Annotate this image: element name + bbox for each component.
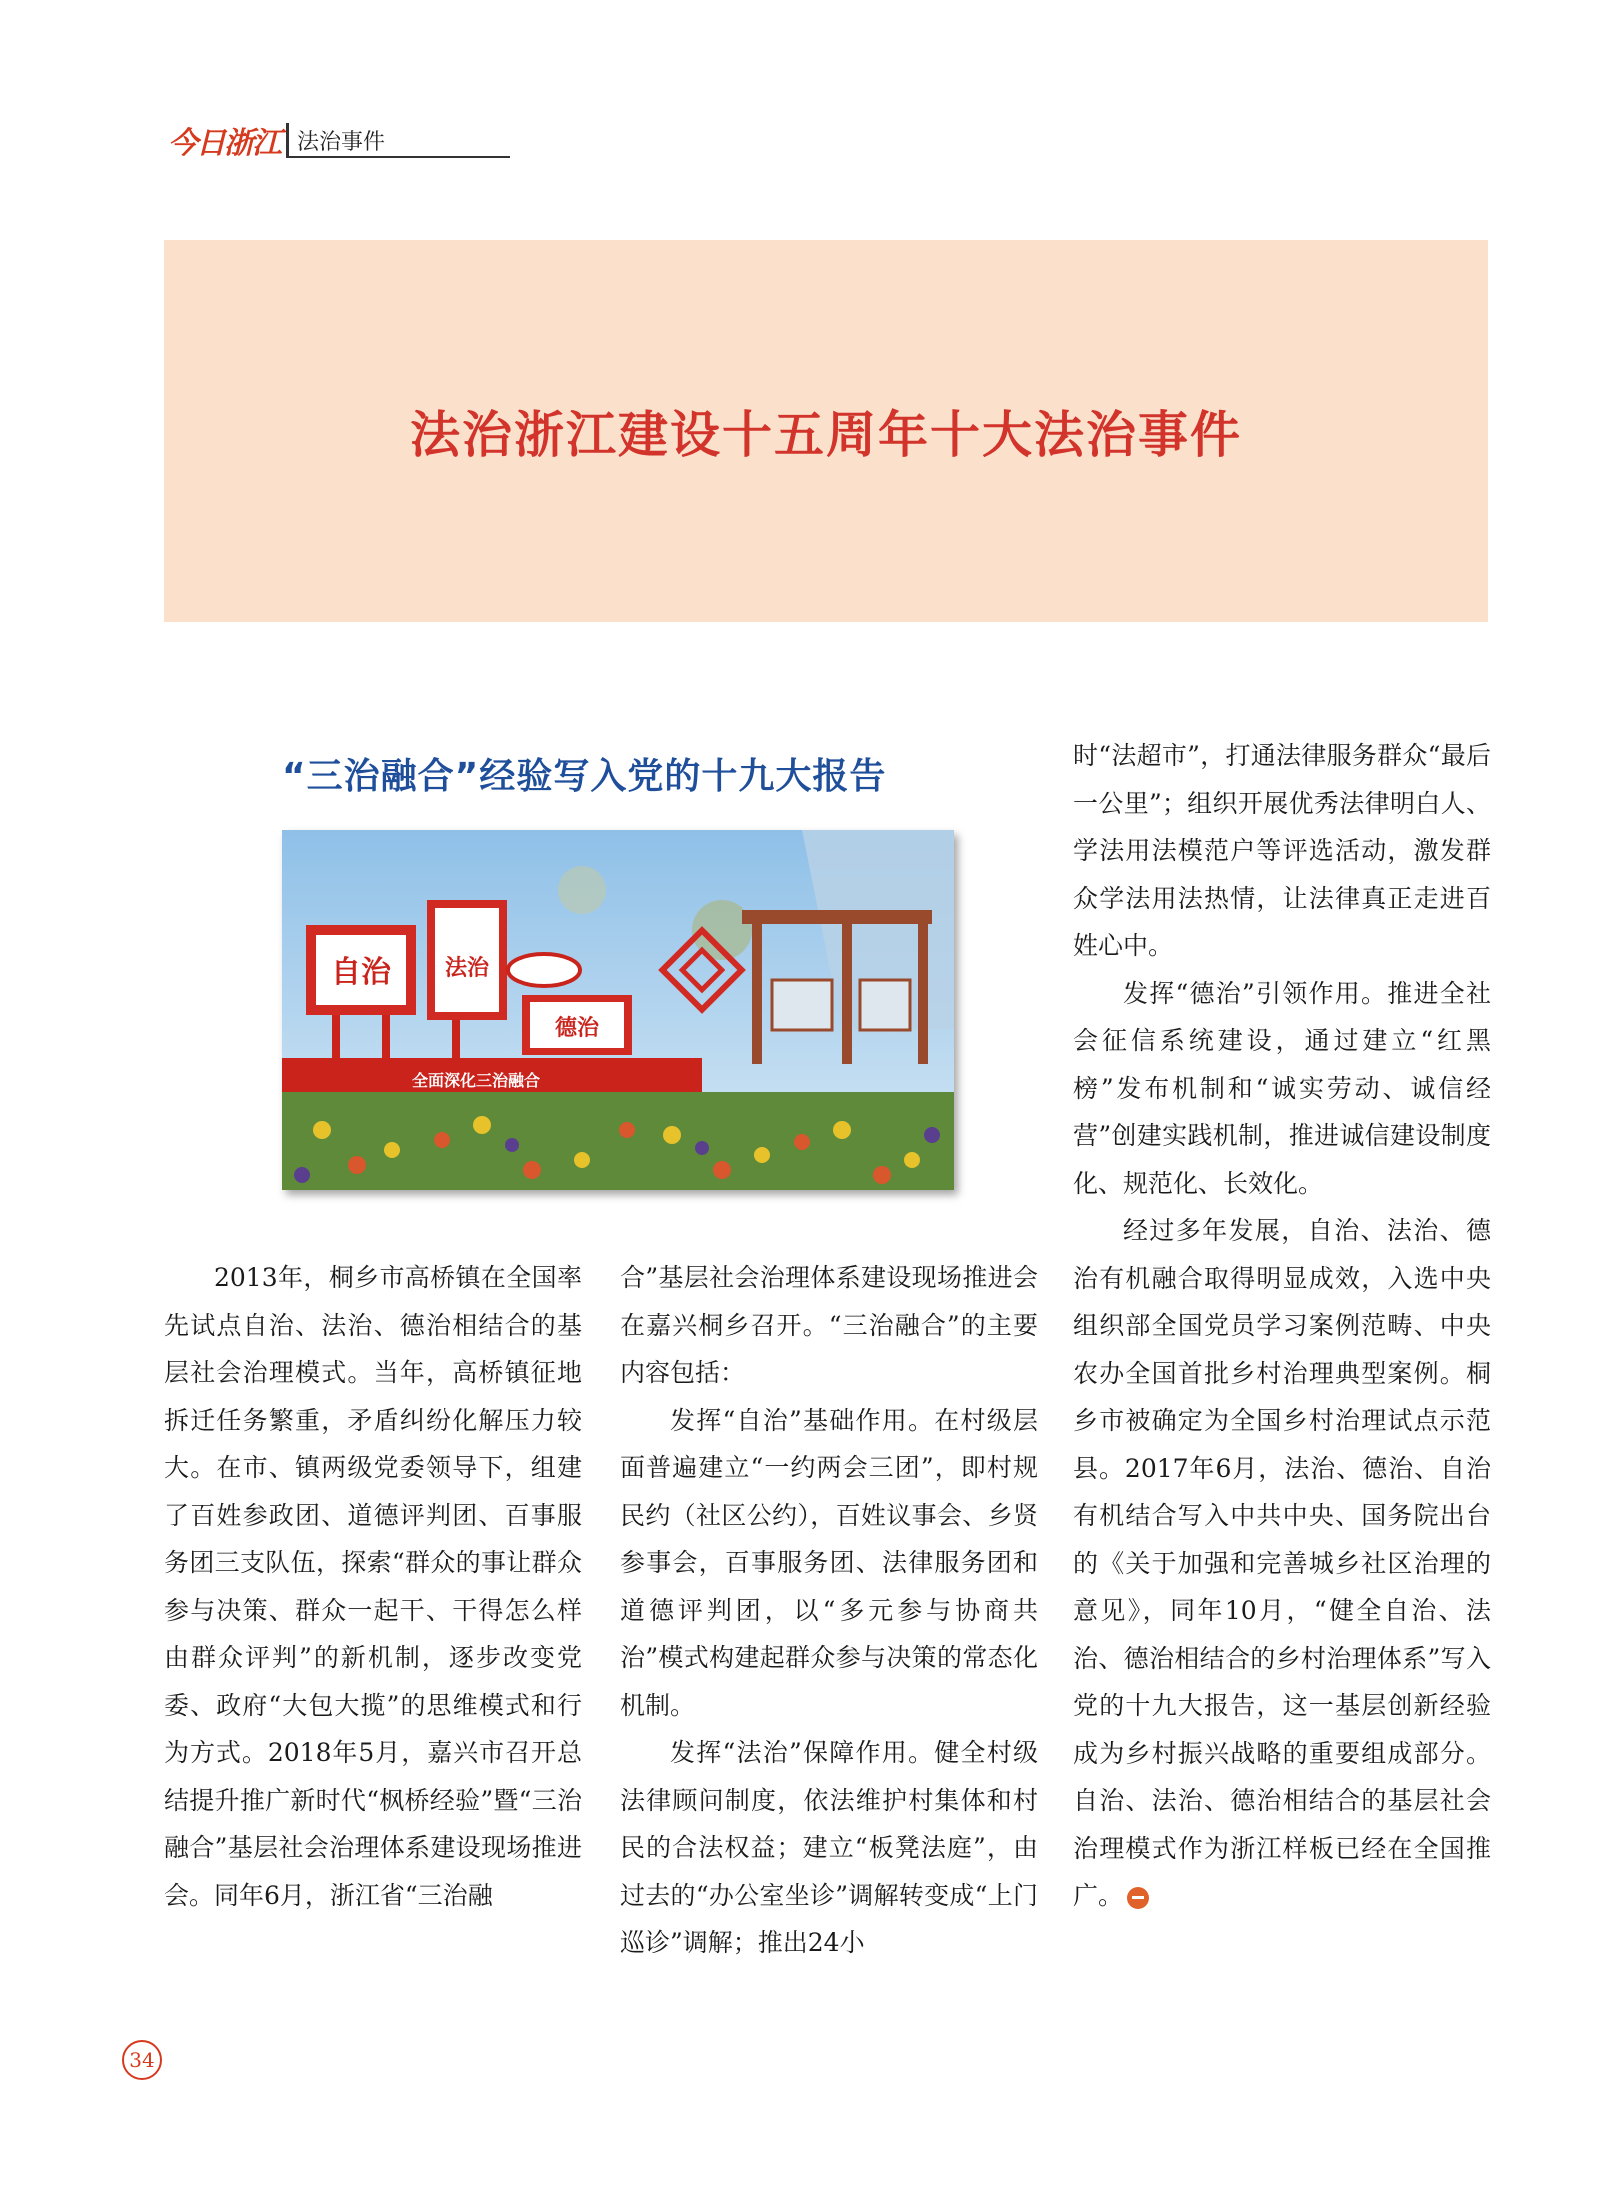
- banner-title: 法治浙江建设十五周年十大法治事件: [410, 406, 1242, 464]
- paragraph: 合”基层社会治理体系建设现场推进会在嘉兴桐乡召开。“三治融合”的主要内容包括：: [620, 1263, 1038, 1387]
- magazine-logo: 今日浙江: [168, 126, 280, 161]
- photo-illustration: [282, 830, 954, 1190]
- paragraph-text: 经过多年发展，自治、法治、德治有机融合取得明显成效，入选中央组织部全国党员学习案例范畴、中央农办全国首批乡村治理典型案例。桐乡市被确定为全国乡村治理试点示范县。2017年6月，法治、德治、自治有机结合写入中共中央、国务院出台的《关于加强和完善城乡社区治理的意见》，同年10月，“健全自治、法治、德治相结合的乡村治理体系”写入党的十九大报告，这一基层创新经验成为乡村振兴战略的重要组成部分。自治、法治、德治相结合的基层社会治理模式作为浙江样板已经在全国推广。: [1073, 1216, 1491, 1910]
- paragraph: 2013年，桐乡市高桥镇在全国率先试点自治、法治、德治相结合的基层社会治理模式。当年，高桥镇征地拆迁任务繁重，矛盾纠纷化解压力较大。在市、镇两级党委领导下，组建了百姓参政团、道德评判团、百事服务团三支队伍，探索“群众的事让群众参与决策、群众一起干、干得怎么样由群众评判”的新机制，逐步改变党委、政府“大包大揽”的思维模式和行为方式。2018年5月，嘉兴市召开总结提升推广新时代“枫桥经验”暨“三治融合”基层社会治理体系建设现场推进会。同年6月，浙江省“三治融: [164, 1263, 582, 1910]
- paragraph: 发挥“法治”保障作用。健全村级法律顾问制度，依法维护村集体和村民的合法权益；建立“板凳法庭”，由过去的“办公室坐诊”调解转变成“上门巡诊”调解；推出24小: [620, 1738, 1038, 1957]
- sign-zizhi: 自治: [331, 955, 391, 990]
- paragraph: 发挥“德治”引领作用。推进全社会征信系统建设，通过建立“红黑榜”发布机制和“诚实劳动、诚信经营”创建实践机制，推进诚信建设制度化、规范化、长效化。: [1073, 978, 1491, 1198]
- text-column-1: [164, 1254, 582, 1919]
- sign-dezhi: 德治: [554, 1016, 600, 1041]
- page-number: 34: [122, 2040, 162, 2080]
- text-column-3: [1073, 732, 1491, 1920]
- section-label: 法治事件: [297, 129, 386, 155]
- text-column-2: [620, 1254, 1038, 1967]
- sign-fazhi: 法治: [444, 956, 490, 981]
- header-divider: [286, 123, 289, 157]
- running-header: [168, 122, 386, 161]
- paragraph: 发挥“自治”基础作用。在村级层面普遍建立“一约两会三团”，即村规民约（社区公约），百姓议事会、乡贤参事会，百事服务团、法律服务团和道德评判团，以“多元参与协商共治”模式构建起群众参与决策的常态化机制。: [620, 1405, 1038, 1720]
- paragraph-final: [1073, 1207, 1491, 1920]
- article-photo: [282, 830, 954, 1190]
- header-rule: [286, 156, 510, 158]
- feature-banner: [164, 240, 1488, 622]
- article-title: “三治融合”经验写入党的十九大报告: [282, 756, 887, 797]
- paragraph: 时“法超市”，打通法律服务群众“最后一公里”；组织开展优秀法律明白人、学法用法模范户等评选活动，激发群众学法用法热情，让法律真正走进百姓心中。: [1073, 741, 1491, 960]
- photo-slogan: 全面深化三治融合: [412, 1071, 541, 1090]
- end-mark-icon: [1127, 1887, 1149, 1909]
